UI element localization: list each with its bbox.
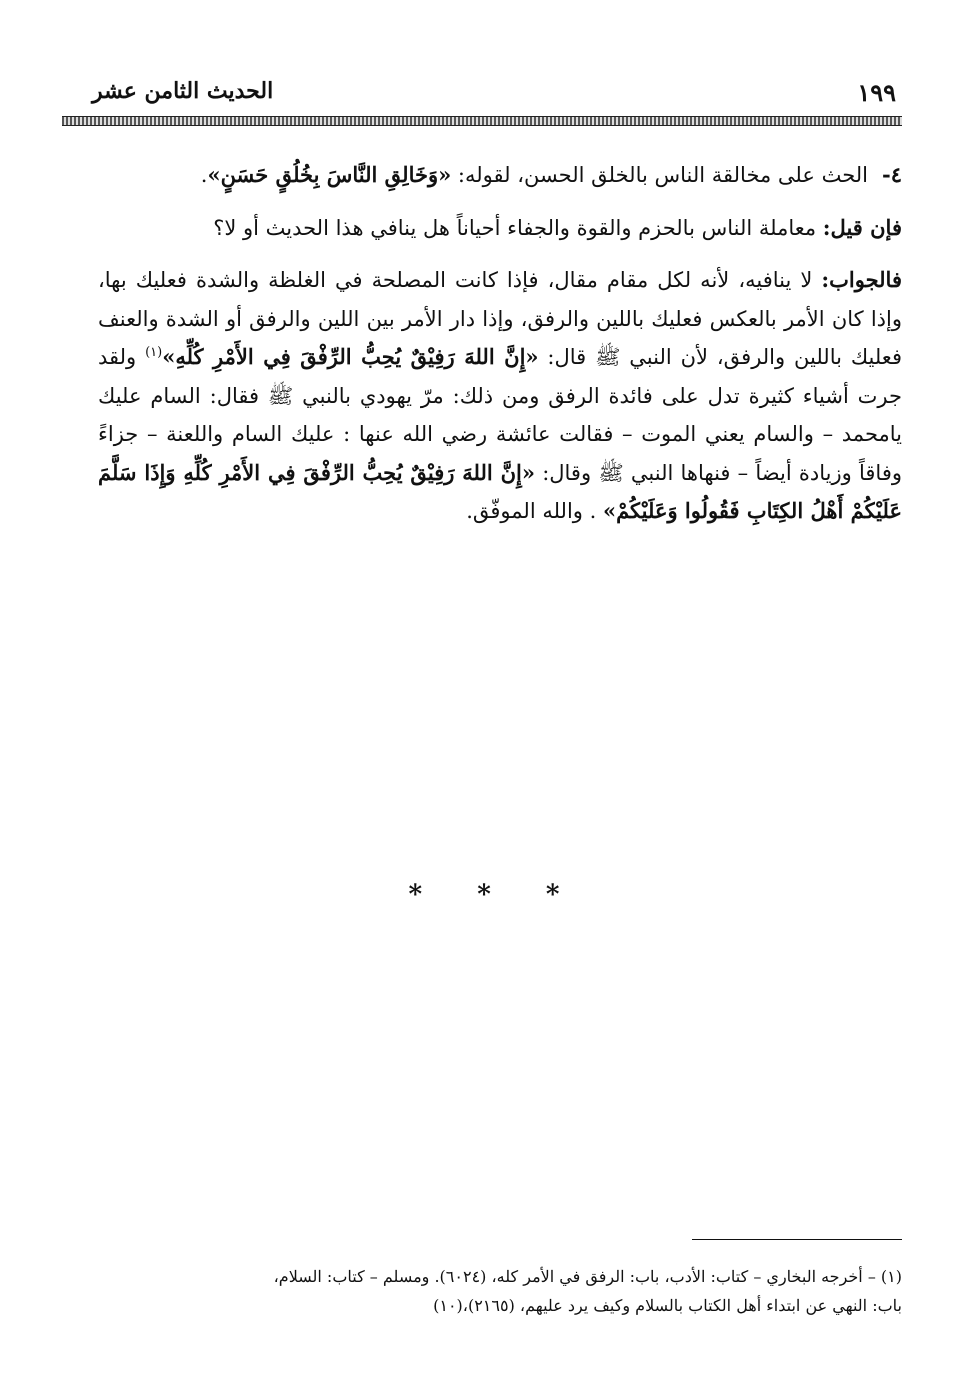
footnote-divider (692, 1239, 902, 1240)
point-number: ٤- (882, 162, 902, 187)
answer-text-2: ولقد جرت أشياء كثيرة تدل على فائدة الرفق ومن ذلك: مرّ يهودي بالنبي ﷺ فقال: السام عليك يامحمد – والسام يعني الموت – فقالت عائشة رضي الله عنها : عليك السام واللعنة – جزاءً وفاقاً وزيادة أيضاً – فنهاها النبي ﷺ وقال: (98, 345, 902, 485)
hadith-quote-1: «إِنَّ اللهَ رَفِيْقٌ يُحِبُّ الرِّفْقَ فِي الأَمْرِ كُلِّهِ» (162, 344, 539, 369)
question-text: معاملة الناس بالحزم والقوة والجفاء أحياناً هل ينافي هذا الحديث أو لا؟ (213, 215, 823, 240)
main-text (98, 156, 902, 545)
hadith-quote-2: «إِنَّ اللهَ رَفِيْقٌ يُحِبُّ الرِّفْقَ فِي الأَمْرِ كُلِّهِ وَإِذَا سَلَّمَ عَلَيْكُمْ أَهْلُ الكِتَابِ فَقُولُوا وَعَلَيْكُمْ» (98, 459, 902, 523)
paragraph-point-4 (98, 156, 902, 195)
page-header (92, 72, 900, 112)
question-lead: فإن قيل: (822, 214, 902, 240)
running-title: الحديث الثامن عشر (92, 78, 274, 104)
page-number: ١٩٩ (857, 78, 896, 107)
header-divider (62, 116, 902, 126)
answer-text-1: لا ينافيه، لأنه لكل مقام مقال، فإذا كانت المصلحة في الغلظة والشدة فعليك بها، وإذا كان الأمر بالعكس فعليك باللين والرفق، وإذا دار الأمر بين اللين والرفق أو الشدة والعنف فعليك باللين والرفق، لأن النبي ﷺ قال: (98, 268, 902, 369)
point-text: الحث على مخالقة الناس بالخلق الحسن، لقوله: (451, 163, 868, 187)
answer-lead: فالجواب: (821, 267, 902, 292)
footnotes (98, 1262, 902, 1320)
hadith-quote: «وَخَالِقِ النَّاسَ بِخُلُقٍ حَسَنٍ» (207, 162, 452, 187)
paragraph-answer (98, 261, 902, 531)
answer-closing: . والله الموفّق. (466, 499, 603, 523)
footnote-line-2: باب: النهي عن ابتداء أهل الكتاب بالسلام وكيف يرد عليهم، (٢١٦٥)،(١٠) (433, 1296, 902, 1315)
section-separator: * * * (408, 880, 560, 910)
paragraph-question (98, 209, 902, 248)
footnote-reference[interactable]: (١) (145, 345, 163, 360)
point-end: . (200, 163, 208, 187)
footnote-line-1: (١) – أخرجه البخاري – كتاب: الأدب، باب: الرفق في الأمر كله، (٦٠٢٤). ومسلم – كتاب: السلام، (273, 1267, 902, 1286)
